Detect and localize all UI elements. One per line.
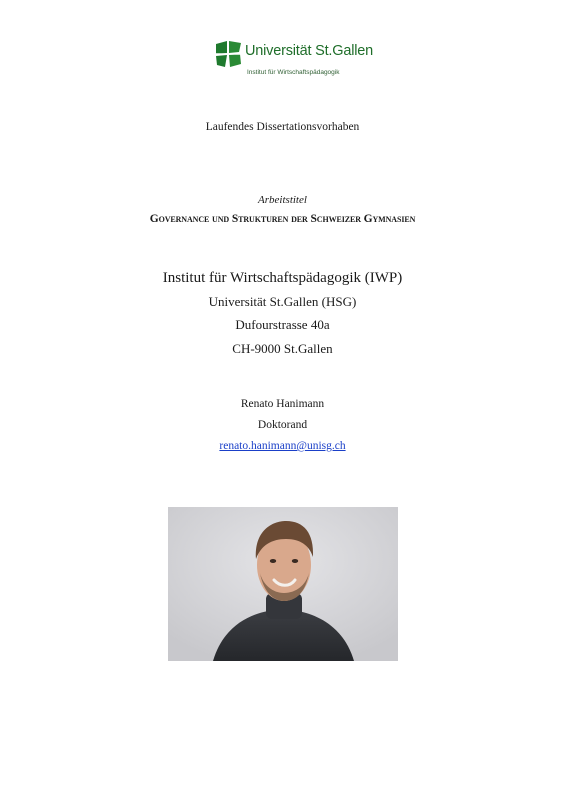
dissertation-status: Laufendes Dissertationsvorhaben (205, 121, 360, 133)
city-address: CH-9000 St.Gallen (232, 341, 333, 356)
institute-name: Institut für Wirtschaftspädagogik (IWP) (162, 270, 403, 286)
logo-institute-name: Institut für Wirtschaftspädagogik (247, 69, 340, 76)
author-name: Renato Hanimann (240, 398, 325, 410)
author-role: Doktorand (257, 419, 308, 431)
hsg-logo-icon (214, 40, 242, 68)
portrait-illustration (168, 507, 398, 661)
street-address: Dufourstrasse 40a (235, 317, 330, 332)
university-name: Universität St.Gallen (HSG) (208, 294, 357, 309)
author-photo (168, 507, 398, 661)
dissertation-title: Governance und Strukturen der Schweizer Gymnasien (149, 213, 416, 225)
author-email-link[interactable]: renato.hanimann@unisg.ch (219, 440, 346, 452)
logo-university-name: Universität St.Gallen (245, 43, 373, 59)
working-title-label: Arbeitstitel (258, 194, 307, 206)
university-logo (214, 38, 374, 84)
